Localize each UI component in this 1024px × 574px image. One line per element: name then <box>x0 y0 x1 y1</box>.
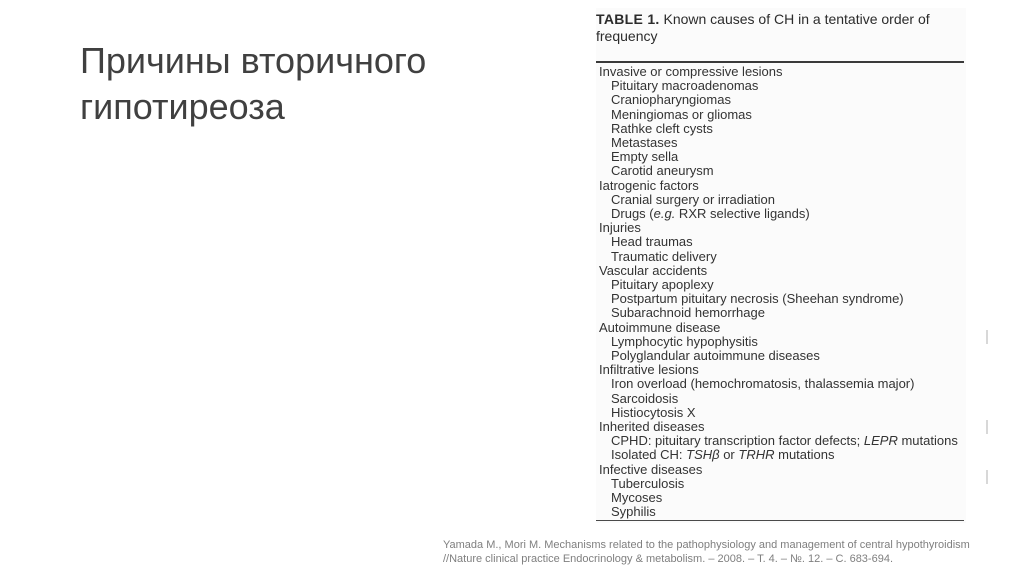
table-category-row: Vascular accidents <box>599 262 708 278</box>
table-category-row: Iatrogenic factors <box>599 177 699 193</box>
table-item-row: Sarcoidosis <box>611 390 679 406</box>
table-item-row: Metastases <box>611 135 678 151</box>
table-item-row: Syphilis <box>611 504 656 520</box>
table-item-row: Iron overload (hemochromatosis, thalassemia major) <box>611 376 915 392</box>
table-item-row: Carotid aneurysm <box>611 163 714 179</box>
table-item-row: Head traumas <box>611 234 693 250</box>
table-item-row: Cranial surgery or irradiation <box>611 191 776 207</box>
table-category-row: Autoimmune disease <box>599 319 721 335</box>
edge-mark <box>986 470 988 484</box>
table-category-row: Infiltrative lesions <box>599 362 699 378</box>
table-item-row: Histiocytosis X <box>611 404 696 420</box>
table-item-row: Tuberculosis <box>611 475 685 491</box>
table-category-row: Infective diseases <box>599 461 703 477</box>
table-category-row: Injuries <box>599 220 641 236</box>
table-item-row: Drugs (e.g. RXR selective ligands) <box>611 206 810 222</box>
table-figure <box>596 8 966 523</box>
table-item-row: Pituitary apoplexy <box>611 277 714 293</box>
table-item-row: Traumatic delivery <box>611 248 717 264</box>
table-item-row: Meningiomas or gliomas <box>611 106 752 122</box>
table-item-row: Subarachnoid hemorrhage <box>611 305 765 321</box>
edge-mark <box>986 330 988 344</box>
slide-title: Причины вторичного гипотиреоза <box>80 40 427 127</box>
table-item-row: Postpartum pituitary necrosis (Sheehan syndrome) <box>611 291 904 307</box>
table-category-row: Inherited diseases <box>599 419 705 435</box>
table-item-row: Isolated CH: TSHβ or TRHR mutations <box>611 447 835 463</box>
table-item-row: Pituitary macroadenomas <box>611 78 759 94</box>
table-label: TABLE 1. <box>596 11 660 27</box>
table-item-row: Rathke cleft cysts <box>611 120 713 136</box>
table-item-row: Mycoses <box>611 490 663 506</box>
table-heading <box>596 11 964 45</box>
reference-line: //Nature clinical practice Endocrinology & metabolism. – 2008. – T. 4. – №. 12. – С. 683-694. <box>443 553 894 565</box>
table-top-rule <box>596 61 964 63</box>
table-item-row: Empty sella <box>611 149 679 165</box>
table-category-row: Invasive or compressive lesions <box>599 64 783 79</box>
reference-line: Yamada M., Mori M. Mechanisms related to the pathophysiology and management of central hypothyroidism <box>443 539 970 551</box>
table-caption: Known causes of CH in a tentative order of frequency <box>596 11 930 44</box>
table-item-row: Lymphocytic hypophysitis <box>611 333 758 349</box>
table-item-row: Craniopharyngiomas <box>611 92 731 108</box>
table-row-list <box>599 65 958 520</box>
reference-citation <box>443 538 1013 566</box>
table-item-row: Polyglandular autoimmune diseases <box>611 348 820 364</box>
table-item-row: CPHD: pituitary transcription factor defects; LEPR mutations <box>611 433 958 449</box>
edge-mark <box>986 420 988 434</box>
table-bottom-rule <box>596 520 964 521</box>
